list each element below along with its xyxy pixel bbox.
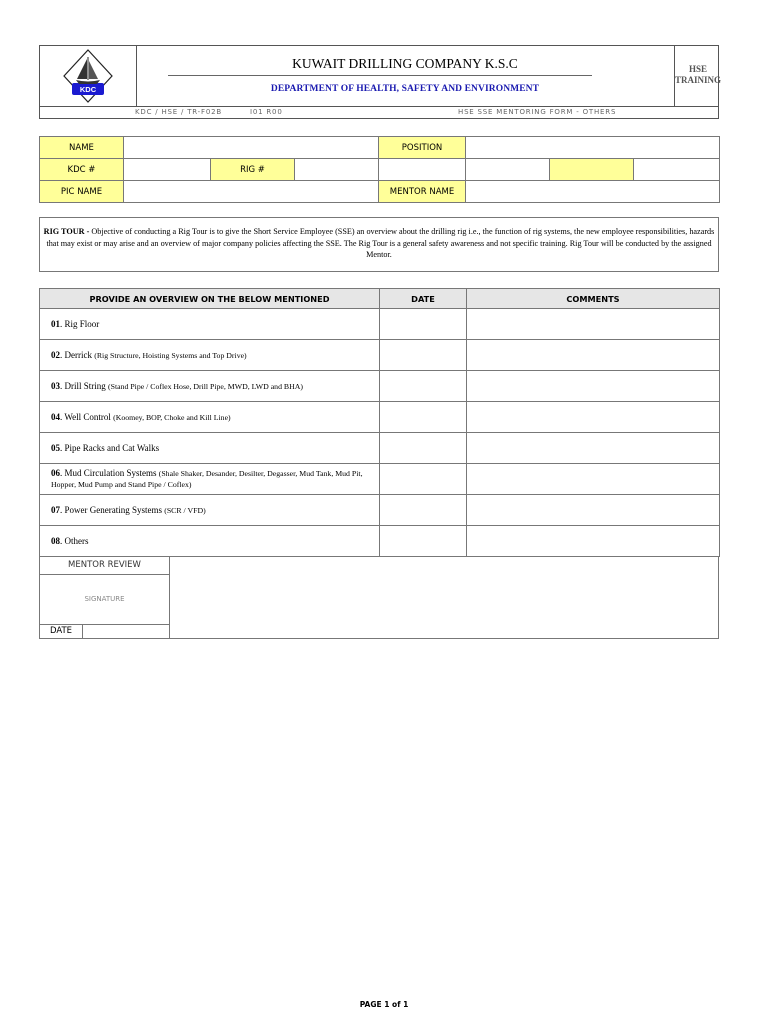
overview-date-field[interactable] <box>380 340 467 371</box>
mentor-review-block <box>39 556 719 639</box>
department-name: DEPARTMENT OF HEALTH, SAFETY AND ENVIRONMENT <box>270 84 540 94</box>
logo-cell <box>40 46 137 106</box>
overview-item: 01. Rig Floor <box>40 309 380 340</box>
page-number: PAGE 1 of 1 <box>359 1000 409 1009</box>
mentor-date-field[interactable] <box>82 624 170 639</box>
overview-item: 04. Well Control (Koomey, BOP, Choke and Kill Line) <box>40 402 380 433</box>
overview-comment-field[interactable] <box>467 371 720 402</box>
mentor-name-field[interactable] <box>466 181 720 203</box>
form-title: HSE SSE MENTORING FORM - OTHERS <box>458 108 617 116</box>
company-name: KUWAIT DRILLING COMPANY K.S.C <box>292 56 518 71</box>
doc-code: KDC / HSE / TR-F02B <box>135 108 222 116</box>
doc-reference-row <box>40 106 718 119</box>
category-label <box>672 64 724 86</box>
overview-row <box>40 402 720 433</box>
mentor-date-label: DATE <box>40 624 83 639</box>
form-header <box>39 45 719 119</box>
overview-item: 06. Mud Circulation Systems (Shale Shaker, Desander, Desilter, Degasser, Mud Tank, Mud Pit, Hopper, Mud Pump and Stand Pipe / Coflex) <box>40 464 380 495</box>
comments-column-header: COMMENTS <box>467 289 720 309</box>
rig-number-field[interactable] <box>295 159 379 181</box>
overview-date-field[interactable] <box>380 371 467 402</box>
extra-field-2[interactable] <box>466 159 550 181</box>
mentor-review-label: MENTOR REVIEW <box>40 557 170 575</box>
overview-table <box>39 288 720 557</box>
kdc-logo <box>40 46 136 106</box>
signature-field[interactable]: SIGNATURE <box>40 574 170 625</box>
overview-item: 02. Derrick (Rig Structure, Hoisting Systems and Top Drive) <box>40 340 380 371</box>
kdc-number-field[interactable] <box>124 159 211 181</box>
date-column-header: DATE <box>380 289 467 309</box>
rig-tour-title: RIG TOUR - <box>43 227 90 236</box>
pic-name-field[interactable] <box>124 181 379 203</box>
employee-info-table <box>39 136 720 203</box>
pic-name-label: PIC NAME <box>40 181 124 203</box>
category-line2: TRAINING <box>674 75 721 85</box>
overview-item: 08. Others <box>40 526 380 557</box>
overview-column-header: PROVIDE AN OVERVIEW ON THE BELOW MENTIONED <box>40 289 380 309</box>
title-cell <box>136 46 675 106</box>
title-divider <box>168 75 592 76</box>
overview-comment-field[interactable] <box>467 402 720 433</box>
rig-tour-description <box>39 217 719 272</box>
overview-date-field[interactable] <box>380 464 467 495</box>
overview-item: 07. Power Generating Systems (SCR / VFD) <box>40 495 380 526</box>
overview-date-field[interactable] <box>380 402 467 433</box>
category-line1: HSE <box>688 64 707 74</box>
extra-label-cell <box>550 159 634 181</box>
extra-field-3[interactable] <box>634 159 720 181</box>
overview-date-field[interactable] <box>380 495 467 526</box>
overview-row <box>40 433 720 464</box>
overview-header-row <box>40 289 720 309</box>
overview-date-field[interactable] <box>380 526 467 557</box>
svg-text:KDC: KDC <box>79 85 97 94</box>
overview-date-field[interactable] <box>380 433 467 464</box>
rig-tour-text: Objective of conducting a Rig Tour is to give the Short Service Employee (SSE) an overview about the drilling rig i.e., the function of rig systems, the new employee responsibilities, hazards that may exist or may arise and an overview of major company policies affecting the SSE. The Rig Tour is a general safety awareness and not specific training. Rig Tour will be conducted by the assigned Mentor. <box>46 227 715 259</box>
overview-comment-field[interactable] <box>467 526 720 557</box>
extra-field-1[interactable] <box>379 159 466 181</box>
overview-row <box>40 464 720 495</box>
overview-row <box>40 309 720 340</box>
category-cell <box>674 46 721 106</box>
overview-item: 03. Drill String (Stand Pipe / Coflex Hose, Drill Pipe, MWD, LWD and BHA) <box>40 371 380 402</box>
overview-row <box>40 495 720 526</box>
kdc-number-label: KDC # <box>40 159 124 181</box>
overview-rows <box>40 309 720 557</box>
overview-row <box>40 371 720 402</box>
position-label: POSITION <box>379 137 466 159</box>
overview-row <box>40 340 720 371</box>
overview-item: 05. Pipe Racks and Cat Walks <box>40 433 380 464</box>
overview-date-field[interactable] <box>380 309 467 340</box>
doc-revision: I01 R00 <box>250 108 283 116</box>
overview-comment-field[interactable] <box>467 433 720 464</box>
overview-comment-field[interactable] <box>467 495 720 526</box>
overview-row <box>40 526 720 557</box>
mentor-name-label: MENTOR NAME <box>379 181 466 203</box>
overview-comment-field[interactable] <box>467 340 720 371</box>
rig-number-label: RIG # <box>211 159 295 181</box>
name-label: NAME <box>40 137 124 159</box>
position-field[interactable] <box>466 137 720 159</box>
overview-comment-field[interactable] <box>467 309 720 340</box>
name-field[interactable] <box>124 137 379 159</box>
overview-comment-field[interactable] <box>467 464 720 495</box>
